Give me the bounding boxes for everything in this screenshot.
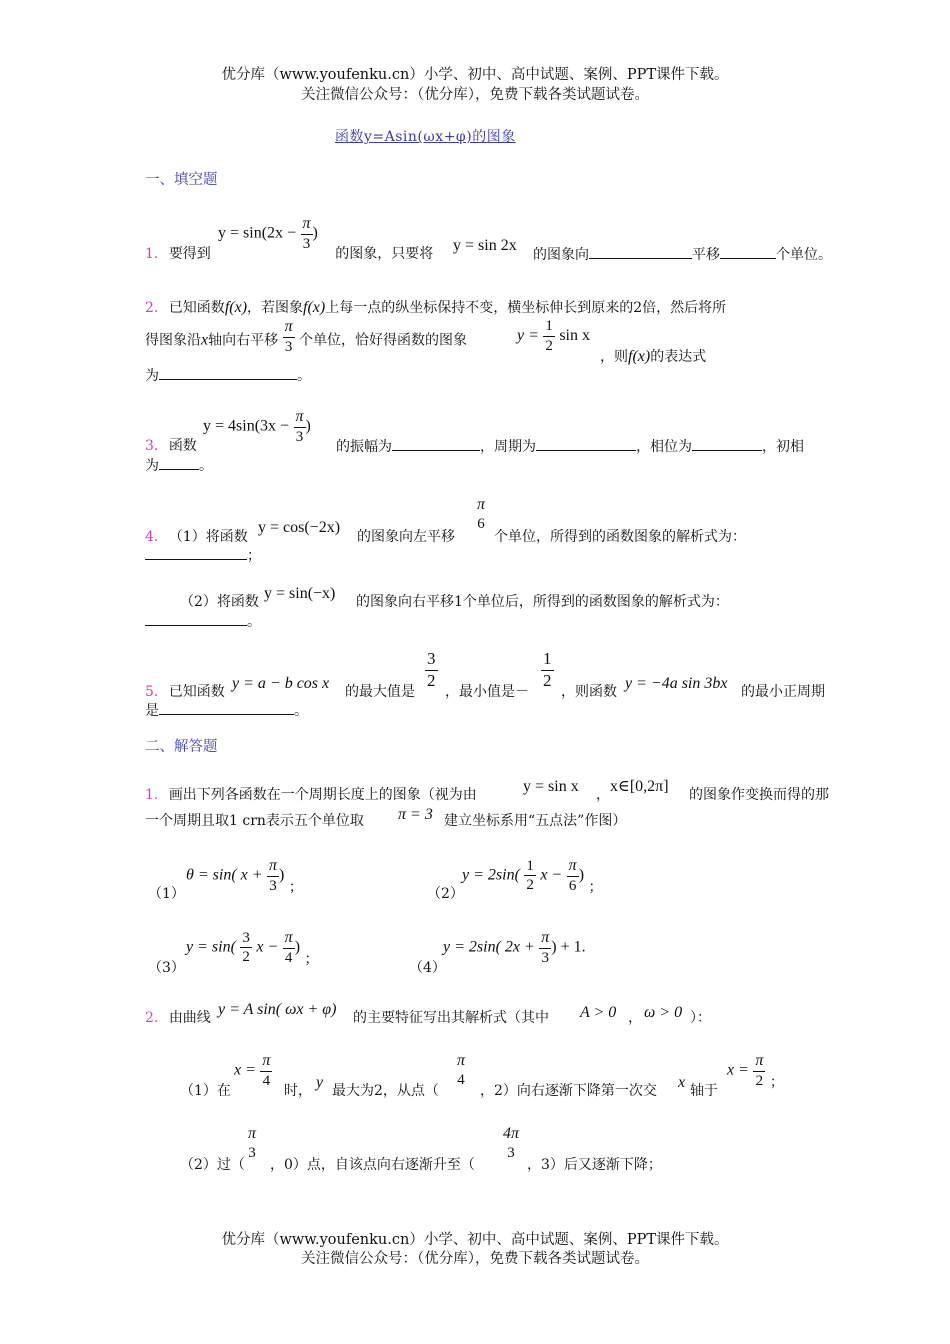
a2-cond-a: A > 0 — [580, 1004, 617, 1021]
fill-q4-part2-tail: 的图象向右平移1个单位后，所得到的函数图象的解析式为： — [356, 594, 729, 610]
a2-step2-a: （2）过（ — [180, 1157, 245, 1173]
a2-comma: ， — [628, 1010, 642, 1026]
answer-q1-line2-tail: 建立坐标系用“五点法”作图） — [444, 813, 627, 829]
q4-pi-over-6: π 6 — [477, 496, 486, 532]
header-line-2: 关注微信公众号：（优分库），免费下载各类试题试卷。 — [301, 87, 649, 103]
fill-q3-line2: 为 。 — [145, 458, 213, 474]
a2-step2-pt2: 4π 3 — [503, 1125, 520, 1161]
q1-target-formula: y = sin(2x − $\frac{\pi}{3}$ ) — [218, 215, 318, 252]
answer-q2: 2. 由曲线 — [145, 1010, 211, 1026]
q5-formula-2: y = −4a sin 3bx — [625, 675, 728, 692]
fill-q5-line2: 是 。 — [145, 703, 308, 719]
sub-item-2-formula: y = 2sin( $\frac{1}{2}$ x − $\frac{\pi}{6}$ ) ； — [462, 857, 603, 896]
blank[interactable] — [536, 438, 636, 451]
section-answers: 二、解答题 — [145, 739, 218, 755]
sub-item-1-label: （1） — [148, 886, 185, 902]
answer-q1-line1: 1. 画出下列各函数在一个周期长度上的图象（视为由 — [145, 787, 477, 803]
fill-q2-line3: 为 。 — [145, 368, 311, 384]
fill-q4-part1-tail: 的图象向左平移 — [357, 529, 455, 545]
a2-step1-xaxis: x — [678, 1074, 686, 1091]
a2-step1-d: ，2）向右逐渐下降第一次交 — [480, 1083, 657, 1099]
blank[interactable] — [159, 367, 297, 380]
sub-item-3-formula: y = sin( $\frac{3}{2}$ x − $\frac{\pi}{4}$ ) ； — [186, 929, 319, 968]
sub-item-4-label: （4） — [409, 960, 446, 976]
fill-q3-tail: 的振幅为 ，周期为 ，相位为 ，初相 — [336, 439, 804, 455]
fill-q3: 3. 函数 — [145, 438, 197, 454]
fill-q5-e: 的最小正周期 — [741, 684, 825, 700]
fill-q2-line2-tail: ，则f(x)的表达式 — [600, 348, 707, 365]
section-fill-in: 一、填空题 — [145, 172, 218, 188]
q5-formula-1: y = a − b cos x — [232, 675, 330, 692]
fill-q5-b: 的最大值是 — [345, 684, 415, 700]
q5-max: $\frac{3}{2}$ — [427, 649, 436, 690]
answer-q1-line1-tail: 的图象作变换而得的那 — [689, 787, 829, 803]
q3-formula: y = 4sin(3x − $\frac{\pi}{3}$ ) — [203, 408, 311, 445]
a2-step1-b: 时， — [284, 1083, 312, 1099]
a2-step2-b: ，0）点，自该点向右逐渐升至（ — [270, 1157, 475, 1173]
a2-step1-xcross: x = $\frac{\pi}{2}$ ； — [727, 1052, 784, 1091]
fill-q4-blank2: 。 — [145, 613, 261, 632]
fill-q4-part2: （2）将函数 — [180, 594, 259, 610]
fill-q4-part1-end: 个单位，所得到的函数图象的解析式为： — [494, 529, 746, 545]
sub-item-1-formula: θ = sin( x + $\frac{\pi}{3}$ ) ； — [186, 857, 303, 896]
blank[interactable] — [720, 246, 776, 259]
q5-min: $\frac{1}{2}$ — [543, 649, 552, 690]
blank[interactable] — [392, 438, 480, 451]
blank[interactable] — [589, 246, 692, 259]
sub-item-2-label: （2） — [427, 886, 464, 902]
blank[interactable] — [145, 547, 247, 560]
page-title: 函数y=Asin(ωx+φ)的图象 — [335, 129, 516, 145]
fill-q5-c: ，最小值是－ — [445, 684, 529, 700]
blank[interactable] — [692, 438, 762, 451]
q4-formula-2: y = sin(−x) — [264, 585, 336, 602]
a2-step1-y: y — [316, 1074, 324, 1091]
answer-q2-end: ）： — [690, 1010, 711, 1026]
fill-q5-d: ，则函数 — [561, 684, 617, 700]
a2-step1-a: （1）在 — [180, 1083, 231, 1099]
fill-q2-line1: 2. 已知函数f(x)，若图象f(x)上每一点的纵坐标保持不变，横坐标伸长到原来的2倍，然后将所 — [145, 299, 727, 316]
answer-q1-line2: 一个周期且取1 crn表示五个单位取 — [145, 813, 364, 829]
fill-q1: 1. 要得到 的图象，只要将 — [145, 246, 434, 262]
blank[interactable] — [145, 613, 247, 626]
fill-q5: 5. 已知函数 — [145, 684, 225, 700]
fill-q2-line2: 得图象沿x轴向右平移 $\frac{\pi}{3}$ 个单位，恰好得函数的图象 — [145, 318, 468, 355]
fill-q4-blank1: ； — [145, 547, 261, 566]
footer-line-1: 优分库（www.youfenku.cn）小学、初中、高中试题、案例、PPT课件下载。 — [221, 1232, 729, 1248]
sub-item-3-label: （3） — [148, 960, 185, 976]
fill-q4-part1: 4. （1）将函数 — [145, 529, 248, 545]
header-line-1: 优分库（www.youfenku.cn）小学、初中、高中试题、案例、PPT课件下载。 — [221, 67, 729, 83]
sub-item-4-formula: y = 2sin( 2x + $\frac{\pi}{3}$ ) + 1. — [443, 929, 586, 966]
blank[interactable] — [159, 457, 199, 470]
a2-formula: y = A sin( ωx + φ) — [218, 1001, 337, 1018]
a1-comma: ， — [596, 787, 610, 803]
q2-target-formula: y = $\frac{1}{2}$ sin x — [517, 318, 590, 354]
a1-domain: x∈[0,2π] — [610, 778, 669, 795]
footer-line-2: 关注微信公众号：（优分库），免费下载各类试题试卷。 — [301, 1251, 649, 1267]
a1-pi-eq-3: π = 3 — [398, 806, 433, 823]
a2-step1-pt: π 4 — [457, 1052, 466, 1088]
blank[interactable] — [159, 702, 294, 715]
fill-q1-tail: 的图象向 平移 个单位。 — [533, 247, 832, 263]
a2-step2-pt1: π 3 — [248, 1125, 257, 1161]
a2-cond-omega: ω > 0 — [644, 1004, 683, 1021]
q4-formula-1: y = cos(−2x) — [258, 519, 341, 536]
a2-step1-c: 最大为2，从点（ — [332, 1083, 439, 1099]
answer-q2-mid: 的主要特征写出其解析式（其中 — [353, 1010, 549, 1026]
a2-step1-e: 轴于 — [690, 1083, 718, 1099]
a2-step2-c: ，3）后又逐渐下降； — [527, 1157, 662, 1173]
q1-source-formula: y = sin 2x — [453, 237, 517, 254]
a2-step1-x: x = $\frac{\pi}{4}$ — [234, 1052, 271, 1089]
a1-formula: y = sin x — [523, 778, 579, 795]
